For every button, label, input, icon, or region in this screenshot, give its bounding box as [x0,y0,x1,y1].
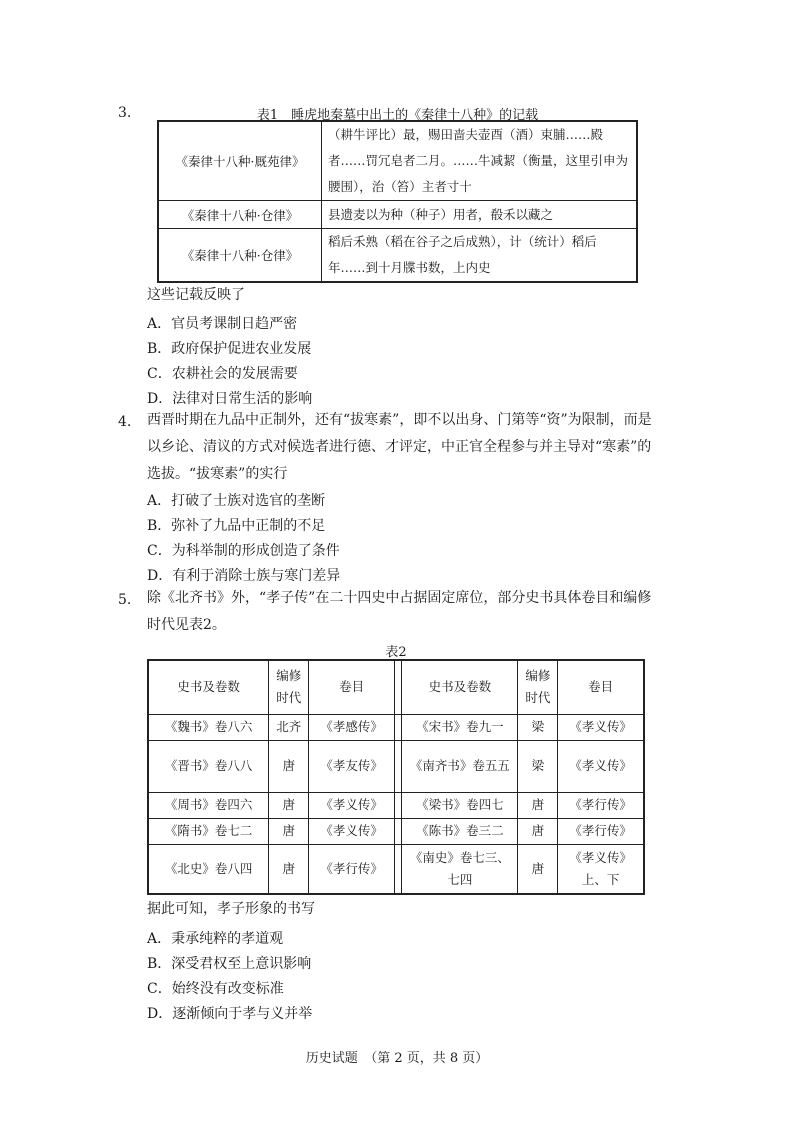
q3-option-b[interactable]: B．政府保护促进农业发展 [147,341,312,357]
table1-law-desc: 县遗麦以为种（种子）用者，殽禾以藏之 [322,201,638,229]
table2-title: 《孝行传》 [309,844,395,894]
table2-row [148,714,644,740]
table2-header-title: 卷目 [558,660,644,714]
table2-title: 《孝义传》 [309,818,395,844]
table2-row [148,818,644,844]
table2-title: 《孝感传》 [309,714,395,740]
q3-option-c[interactable]: C．农耕社会的发展需要 [147,366,298,382]
table2-title: 《孝义传》 [309,792,395,818]
table2-book: 《梁书》卷四七 [402,792,518,818]
table1-caption: 表1 睡虎地秦墓中出土的《秦律十八种》的记载 [256,108,539,123]
q5-number: 5. [118,592,132,608]
table2-title: 《孝义传》上、下 [558,844,644,894]
table2-gap [394,714,402,740]
table2-era: 唐 [518,792,558,818]
table2-caption: 表2 [385,645,407,660]
table1-law-name: 《秦律十八种·仓律》 [158,229,322,283]
table2-book: 《魏书》卷八六 [148,714,269,740]
table2-book: 《北史》卷八四 [148,844,269,894]
table2-header-book: 史书及卷数 [402,660,518,714]
table2-gap [394,792,402,818]
q3-option-a[interactable]: A．官员考课制日趋严密 [147,316,298,332]
table2-header-era: 编修时代 [518,660,558,714]
q4-stem: 西晋时期在九品中正制外，还有“拔寒素”，即不以出身、门第等“资”为限制，而是以乡论、清议的方式对候选者进行德、才评定，中正官全程参与并主导对“寒素”的选拔。“拔寒素”的实行 [147,412,652,482]
q4-option-b[interactable]: B．弥补了九品中正制的不足 [147,518,326,534]
table2-book: 《周书》卷四六 [148,792,269,818]
table2-book: 《南史》卷七三、七四 [402,844,518,894]
table2-header-title: 卷目 [309,660,395,714]
table1-law-name: 《秦律十八种·厩苑律》 [158,121,322,201]
table2-era: 唐 [518,818,558,844]
page-footer: 历史试题 （第 2 页，共 8 页） [305,1051,489,1066]
table2-book: 《宋书》卷九一 [402,714,518,740]
q4-option-d[interactable]: D．有利于消除士族与寒门差异 [147,568,341,584]
q3-number: 3. [118,105,132,121]
table2-book: 《陈书》卷三二 [402,818,518,844]
table2 [147,659,645,895]
table2-gap [394,660,402,714]
table2-era: 唐 [518,844,558,894]
table2-row [148,740,644,792]
table2-era: 唐 [269,740,309,792]
table2-title: 《孝义传》 [558,740,644,792]
table1-law-name: 《秦律十八种·仓律》 [158,201,322,229]
table2-gap [394,818,402,844]
q5-stem-after: 据此可知，孝子形象的书写 [147,901,315,917]
table2-header-book: 史书及卷数 [148,660,269,714]
q5-option-c[interactable]: C．始终没有改变标准 [147,981,284,997]
table2-title: 《孝友传》 [309,740,395,792]
table2-era: 梁 [518,740,558,792]
table2-era: 北齐 [269,714,309,740]
table2-era: 唐 [269,818,309,844]
table1-row [158,121,637,201]
table2-gap [394,740,402,792]
table1 [157,120,638,283]
q3-stem: 这些记载反映了 [147,287,245,303]
table2-era: 唐 [269,844,309,894]
table2-book: 《南齐书》卷五五 [402,740,518,792]
q5-option-b[interactable]: B．深受君权至上意识影响 [147,956,312,972]
q4-option-a[interactable]: A．打破了士族对选官的垄断 [147,493,326,509]
table2-gap [394,844,402,894]
q4-number: 4. [118,414,132,430]
table2-header-row [148,660,644,714]
q5-stem: 除《北齐书》外，“孝子传”在二十四史中占据固定席位，部分史书具体卷目和编修时代见表2。 [147,590,652,633]
table2-title: 《孝行传》 [558,818,644,844]
table2-book: 《晋书》卷八八 [148,740,269,792]
table2-row [148,792,644,818]
table1-law-desc: （耕牛评比）最，赐田啬夫壶酉（酒）束脯……殿者……罚冗皂者二月。……牛减絜（衡量，这里引申为腰围），治（笞）主者寸十 [322,121,638,201]
table2-book: 《隋书》卷七二 [148,818,269,844]
table2-header-era: 编修时代 [269,660,309,714]
q3-option-d[interactable]: D．法律对日常生活的影响 [147,391,313,407]
q5-option-a[interactable]: A．秉承纯粹的孝道观 [147,931,284,947]
table2-title: 《孝义传》 [558,714,644,740]
table2-era: 唐 [269,792,309,818]
table2-title: 《孝行传》 [558,792,644,818]
table2-row [148,844,644,894]
q4-option-c[interactable]: C．为科举制的形成创造了条件 [147,543,340,559]
q5-option-d[interactable]: D．逐渐倾向于孝与义并举 [147,1006,313,1022]
table1-row [158,229,637,283]
table1-row [158,201,637,229]
table1-law-desc: 稻后禾熟（稻在谷子之后成熟），计（统计）稻后年……到十月牒书数，上内史 [322,229,638,283]
table2-era: 梁 [518,714,558,740]
